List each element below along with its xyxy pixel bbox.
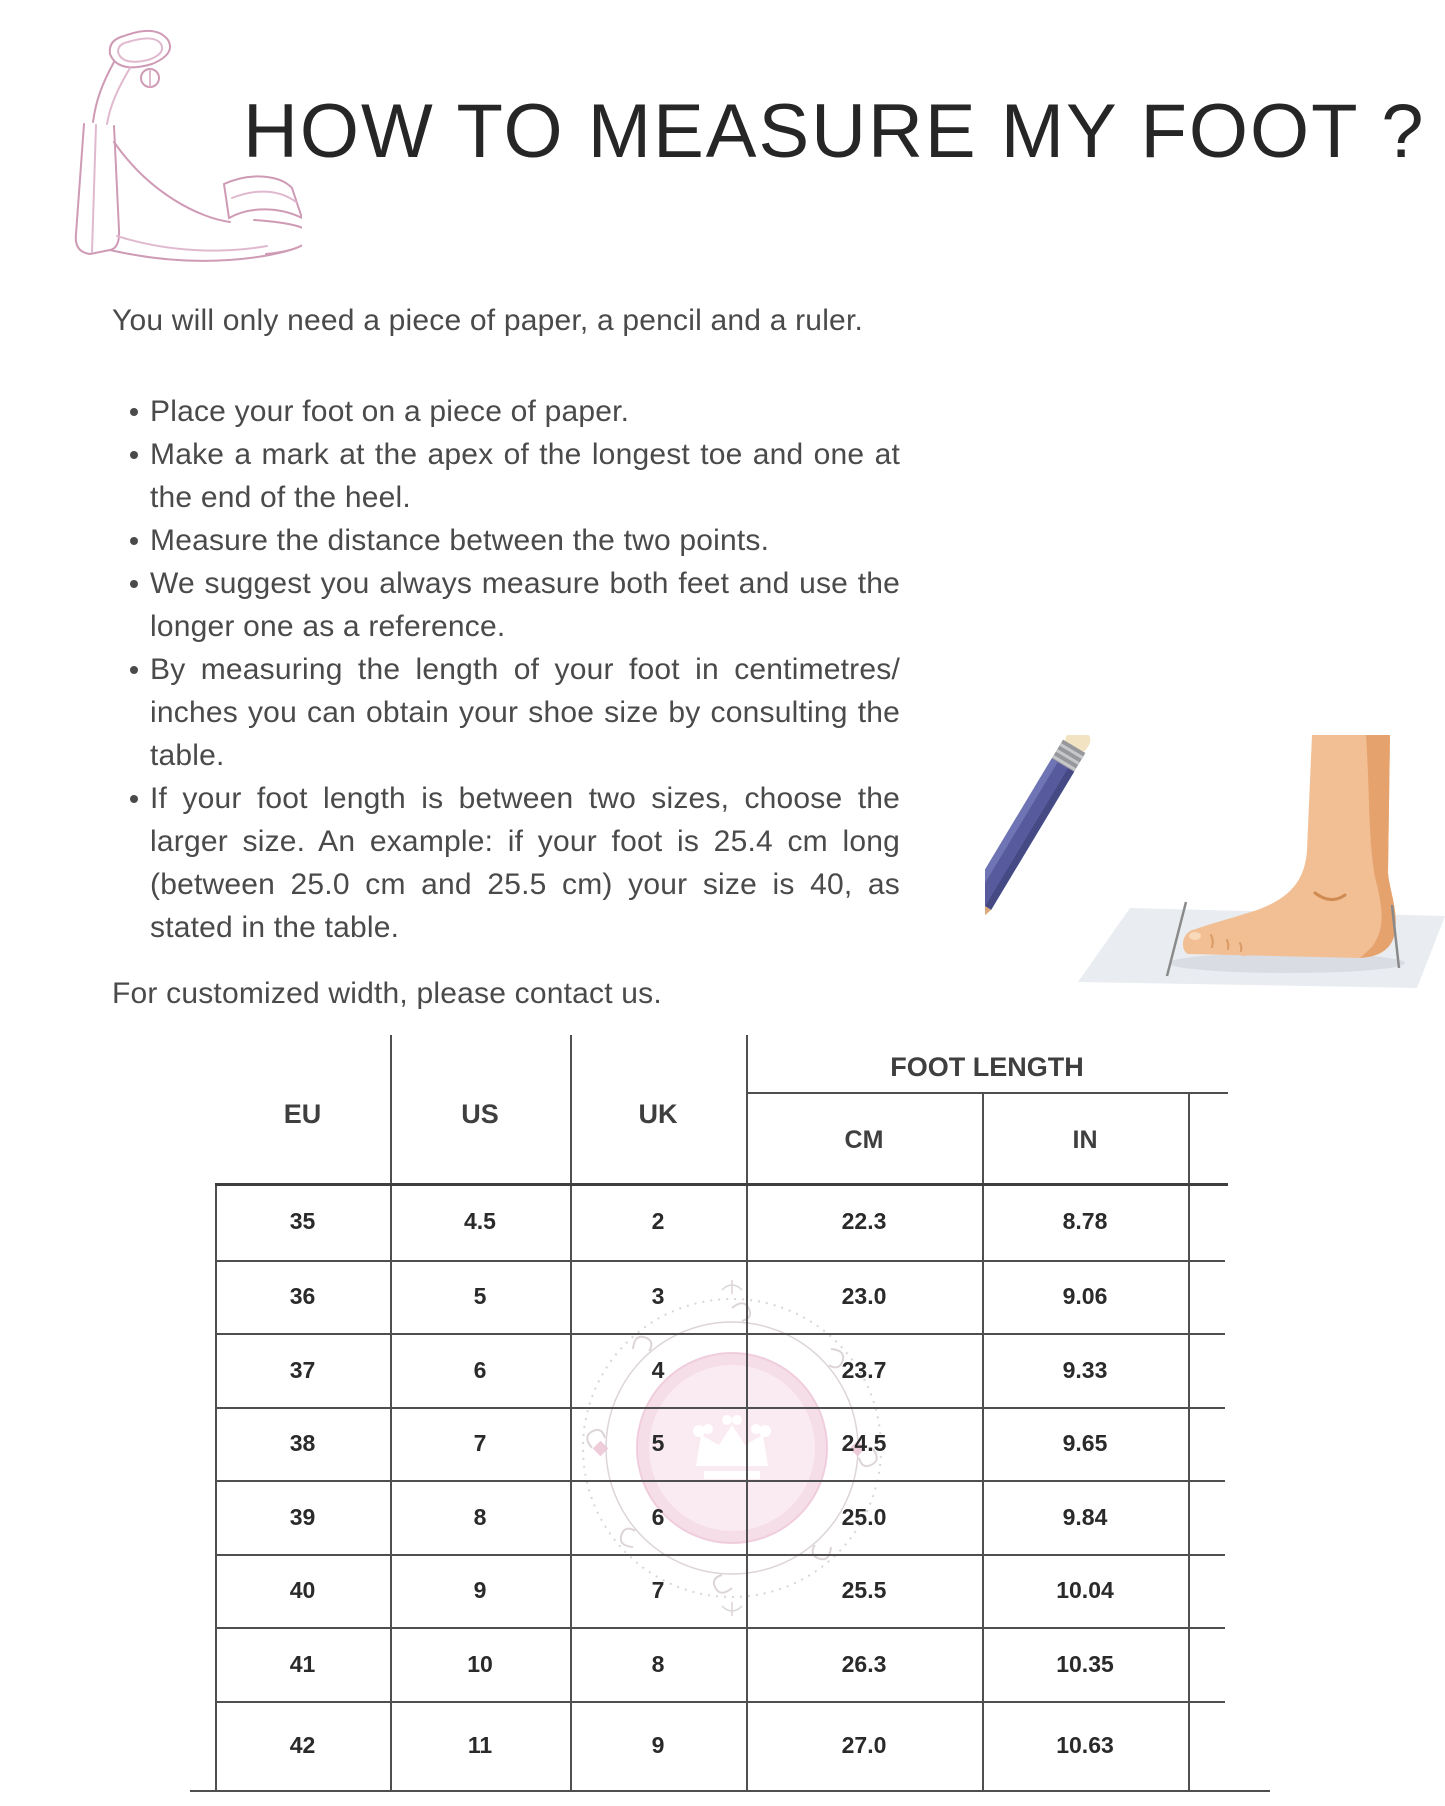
- cell-uk: 8: [651, 1650, 665, 1677]
- instruction-item: We suggest you always measure both feet and use the longer one as a reference.: [128, 562, 900, 648]
- column-header-us: US: [461, 1099, 499, 1129]
- table-row: [215, 1701, 1228, 1790]
- cell-cm: 26.3: [841, 1650, 887, 1677]
- table-row: [215, 1554, 1228, 1627]
- cell-in: 8.78: [1062, 1208, 1108, 1234]
- cell-us: 6: [473, 1356, 487, 1383]
- cell-cm: 23.7: [841, 1356, 887, 1383]
- instruction-item: Measure the distance between the two points.: [128, 519, 900, 562]
- cell-in: 10.63: [1056, 1732, 1114, 1758]
- cell-in: 9.06: [1062, 1283, 1108, 1309]
- cell-eu: 41: [289, 1650, 316, 1677]
- table-row: [215, 1627, 1228, 1701]
- cell-in: 9.84: [1062, 1503, 1108, 1530]
- cell-uk: 5: [651, 1430, 665, 1456]
- column-header-eu: EU: [283, 1099, 322, 1129]
- cell-us: 4.5: [464, 1208, 496, 1234]
- page-title: HOW TO MEASURE MY FOOT ?: [243, 89, 1426, 174]
- instruction-item: Place your foot on a piece of paper.: [128, 390, 900, 433]
- cell-us: 5: [473, 1283, 487, 1309]
- cell-uk: 3: [651, 1283, 665, 1309]
- cell-cm: 25.0: [841, 1503, 887, 1530]
- cell-cm: 24.5: [841, 1430, 887, 1456]
- table-row: [215, 1183, 1228, 1260]
- cell-us: 7: [473, 1430, 487, 1456]
- cell-cm: 27.0: [841, 1732, 887, 1758]
- instruction-item: Make a mark at the apex of the longest toe and one at the end of the heel.: [128, 433, 900, 519]
- column-header-cm: CM: [844, 1126, 884, 1154]
- table-row: [215, 1480, 1228, 1554]
- column-header-in: IN: [1072, 1126, 1098, 1154]
- table-line: [190, 1790, 1270, 1792]
- cell-eu: 39: [289, 1503, 316, 1530]
- cell-us: 10: [467, 1650, 493, 1677]
- cell-eu: 36: [289, 1283, 316, 1309]
- table-row: [215, 1333, 1228, 1407]
- cell-cm: 25.5: [841, 1577, 887, 1603]
- foot-illustration: [1183, 735, 1396, 958]
- cell-us: 8: [473, 1503, 487, 1530]
- cell-uk: 7: [651, 1577, 665, 1603]
- cell-uk: 4: [651, 1356, 665, 1383]
- cell-eu: 42: [289, 1732, 316, 1758]
- cell-us: 9: [473, 1577, 487, 1603]
- table-row: [215, 1260, 1228, 1333]
- table-row: [215, 1407, 1228, 1480]
- cell-uk: 2: [651, 1208, 665, 1234]
- cell-eu: 37: [289, 1356, 316, 1383]
- column-header-uk: UK: [638, 1099, 678, 1129]
- cell-in: 10.04: [1056, 1577, 1114, 1603]
- cell-eu: 40: [289, 1577, 316, 1603]
- cell-us: 11: [467, 1732, 493, 1758]
- customized-width-note: For customized width, please contact us.: [112, 977, 662, 1010]
- intro-text: You will only need a piece of paper, a pencil and a ruler.: [112, 304, 864, 337]
- cell-cm: 22.3: [841, 1208, 887, 1234]
- cell-in: 9.33: [1062, 1356, 1108, 1383]
- cell-eu: 38: [289, 1430, 316, 1456]
- pencil-icon: [985, 735, 1095, 948]
- cell-in: 9.65: [1062, 1430, 1108, 1456]
- cell-uk: 6: [651, 1503, 665, 1530]
- cell-eu: 35: [289, 1208, 316, 1234]
- column-header-foot-length: FOOT LENGTH: [890, 1052, 1084, 1082]
- cell-cm: 23.0: [841, 1283, 887, 1309]
- foot-measuring-illustration: [985, 735, 1445, 1000]
- cell-uk: 9: [651, 1732, 665, 1758]
- table-line: [746, 1092, 1228, 1094]
- instruction-item: If your foot length is between two sizes, choose the larger size. An example: if your foot is 25.4 cm long (between 25.0 cm and 25.5 cm) your size is 40, as stated in the table.: [128, 777, 900, 949]
- instruction-item: By measuring the length of your foot in centimetres/ inches you can obtain your shoe size by consulting the table.: [128, 648, 900, 777]
- instruction-list: [128, 390, 900, 949]
- cell-in: 10.35: [1056, 1650, 1114, 1677]
